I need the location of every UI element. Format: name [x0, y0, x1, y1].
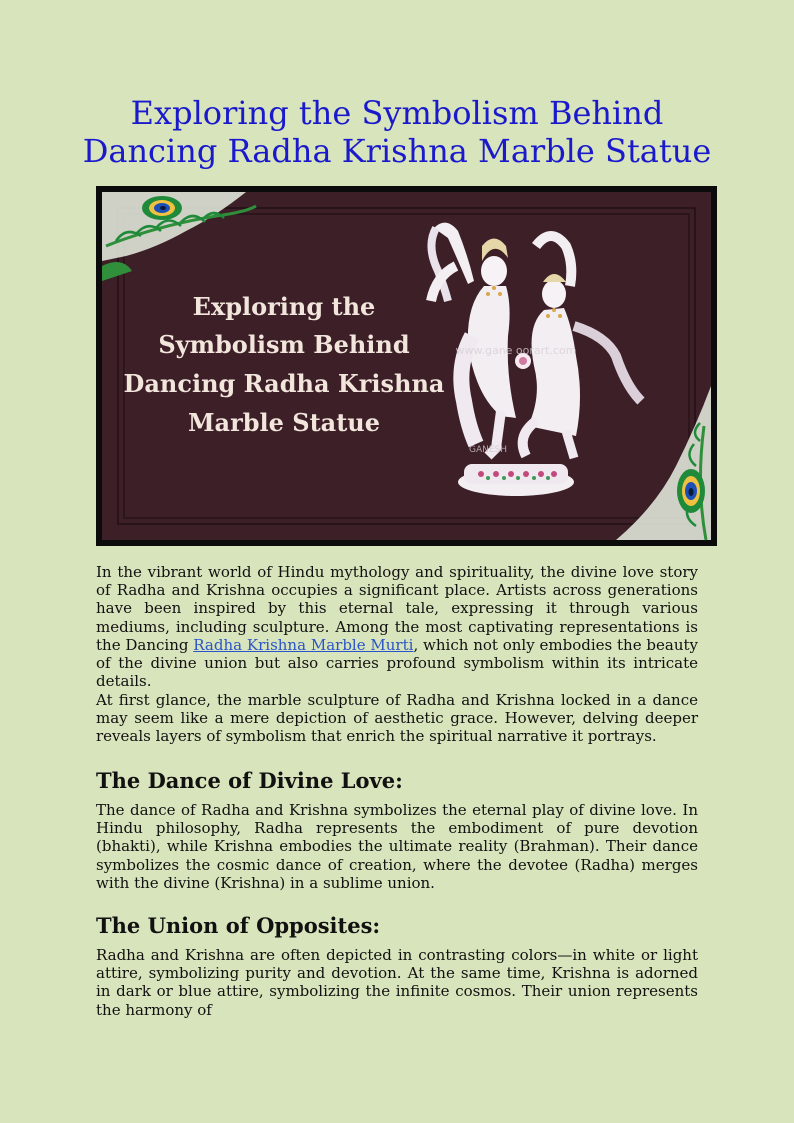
document-title: Exploring the Symbolism Behind Dancing Radha Krishna Marble Statue: [82, 94, 712, 170]
section-heading-union-opposites: The Union of Opposites:: [96, 913, 381, 938]
second-paragraph: At first glance, the marble sculpture of Radha and Krishna locked in a dance may seem like a mere depiction of aesthetic grace. However, delving deeper reveals layers of symbolism that enrich the spiritual narrative it portrays.: [96, 691, 698, 746]
banner-heading-line-1: Exploring the: [192, 292, 376, 321]
intro-text-after-link: , which not only embodies the beauty of the divine union but also carries profound symbolism within its intricate details.: [96, 635, 698, 691]
banner-image: [96, 186, 717, 546]
banner-heading-line-2: Symbolism Behind: [158, 330, 410, 359]
section-body-divine-love: The dance of Radha and Krishna symbolizes the eternal play of divine love. In Hindu philosophy, Radha represents the embodiment of pure devotion (bhakti), while Krishna embodies the ultimate reality (Brahman). Their dance symbolizes the cosmic dance of creation, where the devotee (Radha) merges with the divine (Krishna) in a sublime union.: [96, 801, 698, 892]
banner-watermark: www.gane oorart.com: [455, 344, 577, 357]
radha-krishna-marble-murti-link[interactable]: Radha Krishna Marble Murti: [193, 635, 414, 654]
banner-heading-line-4: Marble Statue: [187, 408, 381, 437]
banner-logo-text: GANESH: [468, 445, 508, 455]
intro-paragraph: [96, 563, 698, 690]
intro-text-before-link: In the vibrant world of Hindu mythology and spirituality, the divine love story of Radha and Krishna occupies a significant place. Artists across generations have been inspired by this eternal tale, expressing it through various mediums, including sculpture. Among the most captivating representations is the Dancing: [96, 563, 698, 654]
banner-heading-line-3: Dancing Radha Krishna: [123, 369, 445, 398]
section-heading-divine-love: The Dance of Divine Love:: [96, 768, 403, 793]
section-body-union-opposites: Radha and Krishna are often depicted in contrasting colors—in white or light attire, symbolizing purity and devotion. At the same time, Krishna is adorned in dark or blue attire, symbolizing the infinite cosmos. Their union represents the harmony of: [96, 946, 698, 1019]
